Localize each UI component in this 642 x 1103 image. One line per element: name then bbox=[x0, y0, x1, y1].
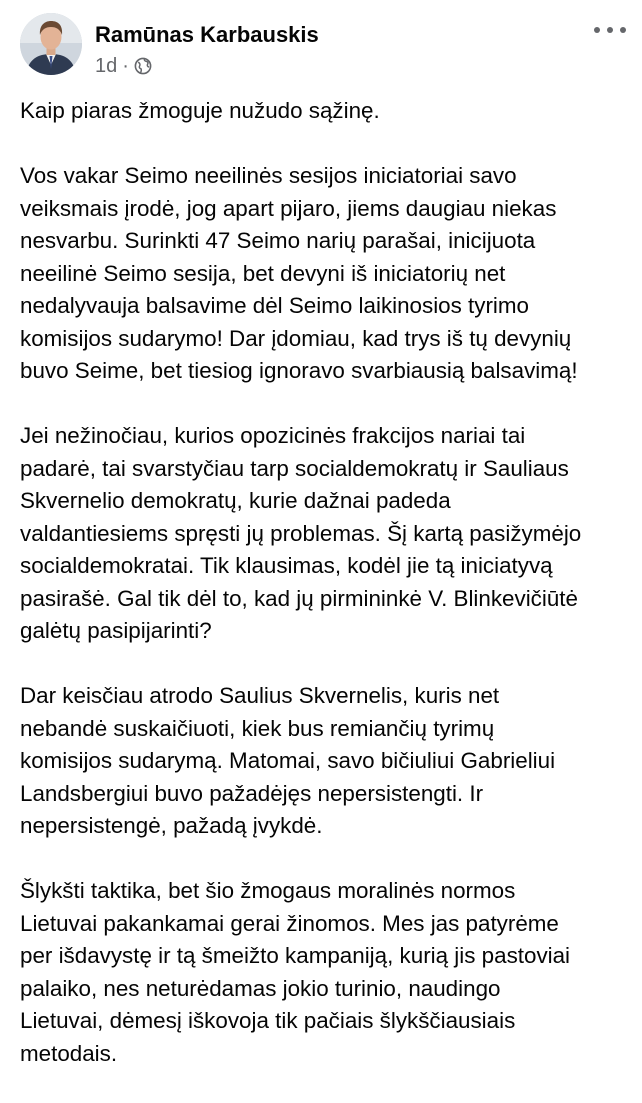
author-name[interactable]: Ramūnas Karbauskis bbox=[95, 22, 319, 47]
post-line: per išdavystę ir tą šmeižto kampaniją, kurią jis pastoviai bbox=[20, 943, 571, 968]
more-dot-icon bbox=[607, 27, 613, 33]
post-header bbox=[0, 0, 642, 92]
avatar[interactable] bbox=[20, 13, 82, 75]
post-line: Lietuvai pakankamai gerai žinomos. Mes jas patyrėme bbox=[20, 910, 559, 936]
more-dot-icon bbox=[620, 27, 626, 33]
avatar-photo bbox=[20, 13, 82, 75]
post-line: metodais. bbox=[20, 1040, 118, 1066]
post-line: Lietuvai, dėmesį iškovoja tik pačiais šlykščiausiais bbox=[20, 1008, 516, 1033]
post-line: nepersistengė, pažadą įvykdė. bbox=[20, 813, 323, 838]
post-line: Jei nežinočiau, kurios opozicinės frakcijos nariai tai bbox=[20, 423, 526, 448]
post-line: Landsbergiui buvo pažadėjęs nepersistengti. Ir bbox=[20, 780, 484, 806]
post-paragraph bbox=[20, 680, 636, 843]
post-line: Kaip piaras žmoguje nužudo sąžinę. bbox=[20, 98, 380, 123]
post-line: buvo Seime, bet tiesiog ignoravo svarbiausią balsavimą! bbox=[20, 358, 578, 383]
post-paragraph bbox=[20, 160, 636, 388]
post-meta bbox=[95, 55, 152, 77]
post-line: Šlykšti taktika, bet šio žmogaus moralinės normos bbox=[20, 878, 516, 903]
post-line: pasirašė. Gal tik dėl to, kad jų pirmininkė V. Blinkevičiūtė bbox=[20, 585, 578, 611]
post-paragraph bbox=[20, 875, 636, 1070]
more-options-icon[interactable] bbox=[594, 18, 626, 42]
post-line: nebandė suskaičiuoti, kiek bus remiančių tyrimų bbox=[20, 715, 495, 741]
post-paragraph bbox=[20, 95, 636, 128]
post-line: veiksmais įrodė, jog apart pijaro, jiems daugiau niekas bbox=[20, 195, 557, 221]
post-line: neeilinė Seimo sesija, bet devyni iš iniciatorių net bbox=[20, 260, 506, 286]
post-line: valdantiesiems spręsti jų problemas. Šį kartą pasižymėjo bbox=[20, 520, 582, 546]
globe-icon[interactable] bbox=[134, 57, 152, 75]
post-line: Dar keisčiau atrodo Saulius Skvernelis, kuris net bbox=[20, 683, 500, 708]
more-dot-icon bbox=[594, 27, 600, 33]
post-line: palaiko, nes neturėdamas jokio turinio, naudingo bbox=[20, 975, 501, 1001]
post-line: padarė, tai svarstyčiau tarp socialdemokratų ir Sauliaus bbox=[20, 455, 569, 481]
post-line: galėtų pasipijarinti? bbox=[20, 618, 212, 643]
post-line: komisijos sudarymą. Matomai, savo bičiuliui Gabrieliui bbox=[20, 748, 556, 773]
post-text bbox=[20, 95, 636, 1103]
post-line: komisijos sudarymo! Dar įdomiau, kad trys iš tų devynių bbox=[20, 325, 572, 351]
meta-separator: · bbox=[122, 54, 129, 77]
post-line: Skvernelio demokratų, kurie dažnai padeda bbox=[20, 488, 451, 513]
post-time[interactable]: 1d bbox=[95, 54, 118, 77]
post-line: nesvarbu. Surinkti 47 Seimo narių parašai, inicijuota bbox=[20, 228, 536, 253]
post-line: nedalyvauja balsavime dėl Seimo laikinosios tyrimo bbox=[20, 293, 530, 318]
post-paragraph bbox=[20, 420, 636, 648]
post-line: Vos vakar Seimo neeilinės sesijos iniciatoriai savo bbox=[20, 163, 517, 188]
post-line: socialdemokratai. Tik klausimas, kodėl jie tą iniciatyvą bbox=[20, 553, 553, 578]
